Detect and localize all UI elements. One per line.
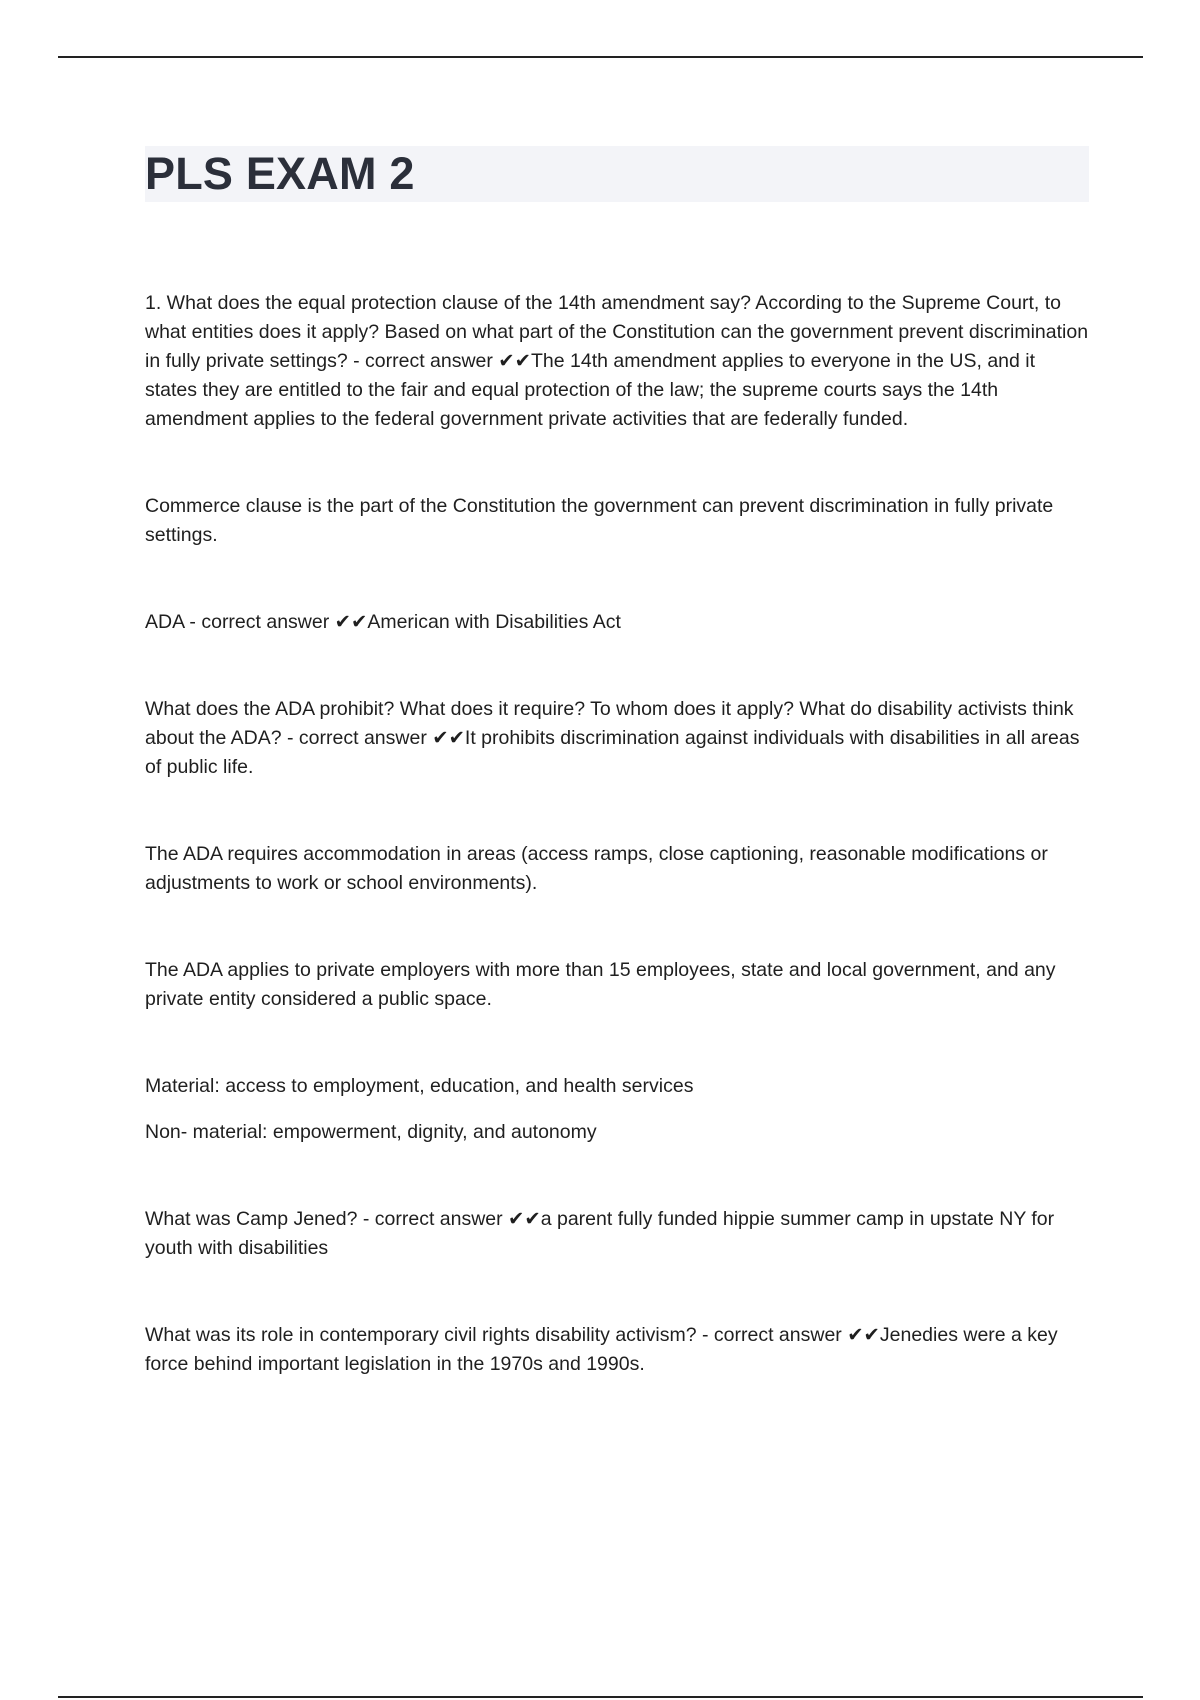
answer-non-material: Non- material: empowerment, dignity, and autonomy (145, 1121, 597, 1143)
document-title: PLS EXAM 2 (145, 148, 415, 199)
document-body (145, 289, 1091, 1379)
top-divider (58, 56, 1143, 58)
question-ada-prohibit: What does the ADA prohibit? What does it require? To whom does it apply? What do disability activists think about the ADA? - correct answer ✔✔It prohibits discrimination against individuals with disabilities in all areas of public life. (145, 698, 1080, 778)
question-14th-amendment: 1. What does the equal protection clause of the 14th amendment say? According to the Supreme Court, to what entities does it apply? Based on what part of the Constitution can the government prevent discrimination in fully private settings? - correct answer ✔✔The 14th amendment applies to everyone in the US, and it states they are entitled to the fair and equal protection of the law; the supreme courts says the 14th amendment applies to the federal government private activities that are federally funded. (145, 292, 1089, 430)
bottom-divider (58, 1696, 1143, 1698)
question-camp-jened: What was Camp Jened? - correct answer ✔✔a parent fully funded hippie summer camp in upstate NY for youth with disabilities (145, 1208, 1055, 1259)
answer-ada-applies: The ADA applies to private employers with more than 15 employees, state and local government, and any private entity considered a public space. (145, 959, 1056, 1010)
answer-material: Material: access to employment, education, and health services (145, 1075, 694, 1097)
answer-commerce-clause: Commerce clause is the part of the Constitution the government can prevent discrimination in fully private settings. (145, 495, 1054, 546)
question-ada-acronym: ADA - correct answer ✔✔American with Disabilities Act (145, 611, 621, 633)
answer-ada-requires: The ADA requires accommodation in areas (access ramps, close captioning, reasonable modifications or adjustments to work or school environments). (145, 843, 1048, 894)
question-camp-jened-role: What was its role in contemporary civil rights disability activism? - correct answer ✔✔Jenedies were a key force behind important legislation in the 1970s and 1990s. (145, 1324, 1058, 1375)
